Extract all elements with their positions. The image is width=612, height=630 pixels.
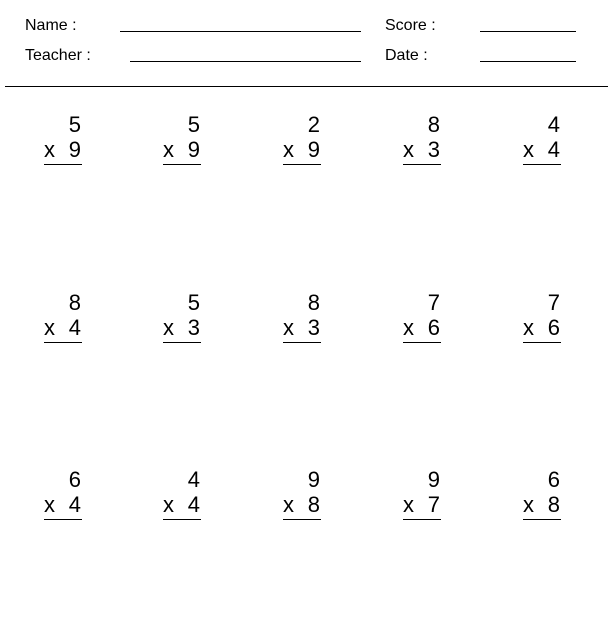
problem [163,291,201,349]
problem-top-number: 8 [68,290,81,315]
problem-top-number: 5 [187,112,200,137]
name-field-line[interactable] [120,31,361,32]
problem-bottom-number: 9 [68,137,81,162]
problem-top-number: 2 [307,112,320,137]
problem-top-number: 4 [187,467,200,492]
answer-line[interactable] [523,164,561,165]
problem-top-number: 9 [307,467,320,492]
problem-bottom-number: 9 [307,137,320,162]
problem-bottom-number: 6 [547,315,560,340]
multiply-operator: x [163,492,174,517]
problem-bottom-number: 9 [187,137,200,162]
score-label: Score : [385,17,436,34]
problem [44,468,82,526]
score-field-line[interactable] [480,31,576,32]
problem-bottom-number: 4 [187,492,200,517]
teacher-label: Teacher : [25,47,91,64]
date-field-line[interactable] [480,61,576,62]
answer-line[interactable] [163,342,201,343]
multiply-operator: x [523,137,534,162]
problem-top-number: 6 [68,467,81,492]
answer-line[interactable] [403,519,441,520]
problem [163,468,201,526]
problem [283,113,321,171]
multiply-operator: x [44,137,55,162]
answer-line[interactable] [523,342,561,343]
problem [523,113,561,171]
multiply-operator: x [283,315,294,340]
problem-bottom-number: 4 [68,492,81,517]
answer-line[interactable] [44,342,82,343]
teacher-field-line[interactable] [130,61,361,62]
problem-bottom-number: 4 [68,315,81,340]
multiply-operator: x [44,492,55,517]
problem-bottom-number: 7 [427,492,440,517]
problem-top-number: 8 [427,112,440,137]
name-label: Name : [25,17,77,34]
answer-line[interactable] [403,164,441,165]
problem-top-number: 5 [68,112,81,137]
answer-line[interactable] [283,342,321,343]
problem-bottom-number: 3 [187,315,200,340]
problem [283,291,321,349]
problem-top-number: 7 [427,290,440,315]
answer-line[interactable] [523,519,561,520]
problem-bottom-number: 8 [307,492,320,517]
multiply-operator: x [403,137,414,162]
problem [44,291,82,349]
problem [283,468,321,526]
problem-bottom-number: 3 [427,137,440,162]
multiply-operator: x [403,492,414,517]
problem-top-number: 9 [427,467,440,492]
problem-bottom-number: 3 [307,315,320,340]
answer-line[interactable] [283,519,321,520]
problem [403,468,441,526]
multiply-operator: x [163,137,174,162]
answer-line[interactable] [44,519,82,520]
multiply-operator: x [523,315,534,340]
answer-line[interactable] [163,519,201,520]
problem-top-number: 7 [547,290,560,315]
answer-line[interactable] [403,342,441,343]
multiply-operator: x [283,492,294,517]
problem-bottom-number: 4 [547,137,560,162]
problem-top-number: 5 [187,290,200,315]
problem-bottom-number: 6 [427,315,440,340]
problem [44,113,82,171]
problem-top-number: 8 [307,290,320,315]
multiply-operator: x [283,137,294,162]
multiply-operator: x [403,315,414,340]
multiply-operator: x [44,315,55,340]
answer-line[interactable] [163,164,201,165]
date-label: Date : [385,47,428,64]
problem [163,113,201,171]
problem-top-number: 6 [547,467,560,492]
answer-line[interactable] [44,164,82,165]
header-divider [5,86,608,87]
problem [403,291,441,349]
problem [523,291,561,349]
multiply-operator: x [163,315,174,340]
problem-top-number: 4 [547,112,560,137]
problem [403,113,441,171]
multiply-operator: x [523,492,534,517]
problem [523,468,561,526]
answer-line[interactable] [283,164,321,165]
problem-bottom-number: 8 [547,492,560,517]
